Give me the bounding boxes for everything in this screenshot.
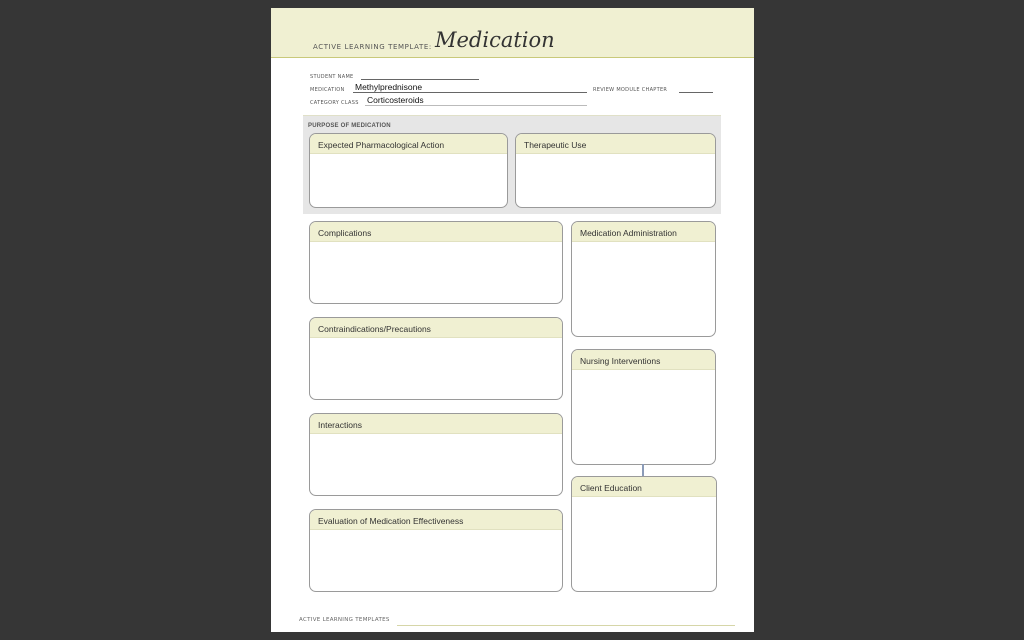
review-chapter-field[interactable]	[679, 92, 713, 93]
client-education-heading: Client Education	[572, 477, 716, 497]
nursing-interventions-box[interactable]	[571, 349, 716, 465]
student-name-field[interactable]	[361, 79, 479, 80]
evaluation-heading: Evaluation of Medication Effectiveness	[310, 510, 562, 530]
medication-value: Methylprednisone	[355, 82, 423, 92]
expected-action-heading: Expected Pharmacological Action	[310, 134, 507, 154]
complications-box[interactable]	[309, 221, 563, 304]
template-type-label: ACTIVE LEARNING TEMPLATE:	[313, 43, 432, 51]
category-class-field[interactable]	[365, 105, 587, 106]
category-class-label: CATEGORY CLASS	[310, 100, 359, 106]
expected-action-box[interactable]	[309, 133, 508, 208]
footer-label: ACTIVE LEARNING TEMPLATES	[299, 617, 390, 623]
evaluation-box[interactable]	[309, 509, 563, 592]
nursing-interventions-heading: Nursing Interventions	[572, 350, 715, 370]
contraindications-heading: Contraindications/Precautions	[310, 318, 562, 338]
contraindications-box[interactable]	[309, 317, 563, 400]
therapeutic-use-heading: Therapeutic Use	[516, 134, 715, 154]
template-header	[271, 8, 754, 58]
therapeutic-use-box[interactable]	[515, 133, 716, 208]
template-page	[271, 8, 754, 632]
purpose-label: PURPOSE OF MEDICATION	[308, 123, 391, 129]
category-class-value: Corticosteroids	[367, 95, 424, 105]
interactions-box[interactable]	[309, 413, 563, 496]
complications-heading: Complications	[310, 222, 562, 242]
review-chapter-label: REVIEW MODULE CHAPTER	[593, 87, 668, 93]
page-title: Medication	[435, 28, 555, 52]
administration-box[interactable]	[571, 221, 716, 337]
client-education-box[interactable]	[571, 476, 717, 592]
interactions-heading: Interactions	[310, 414, 562, 434]
student-name-label: STUDENT NAME	[310, 74, 354, 80]
box-connector	[642, 464, 644, 476]
medication-field[interactable]	[353, 92, 587, 93]
medication-label: MEDICATION	[310, 87, 345, 93]
footer-rule	[397, 625, 735, 626]
administration-heading: Medication Administration	[572, 222, 715, 242]
